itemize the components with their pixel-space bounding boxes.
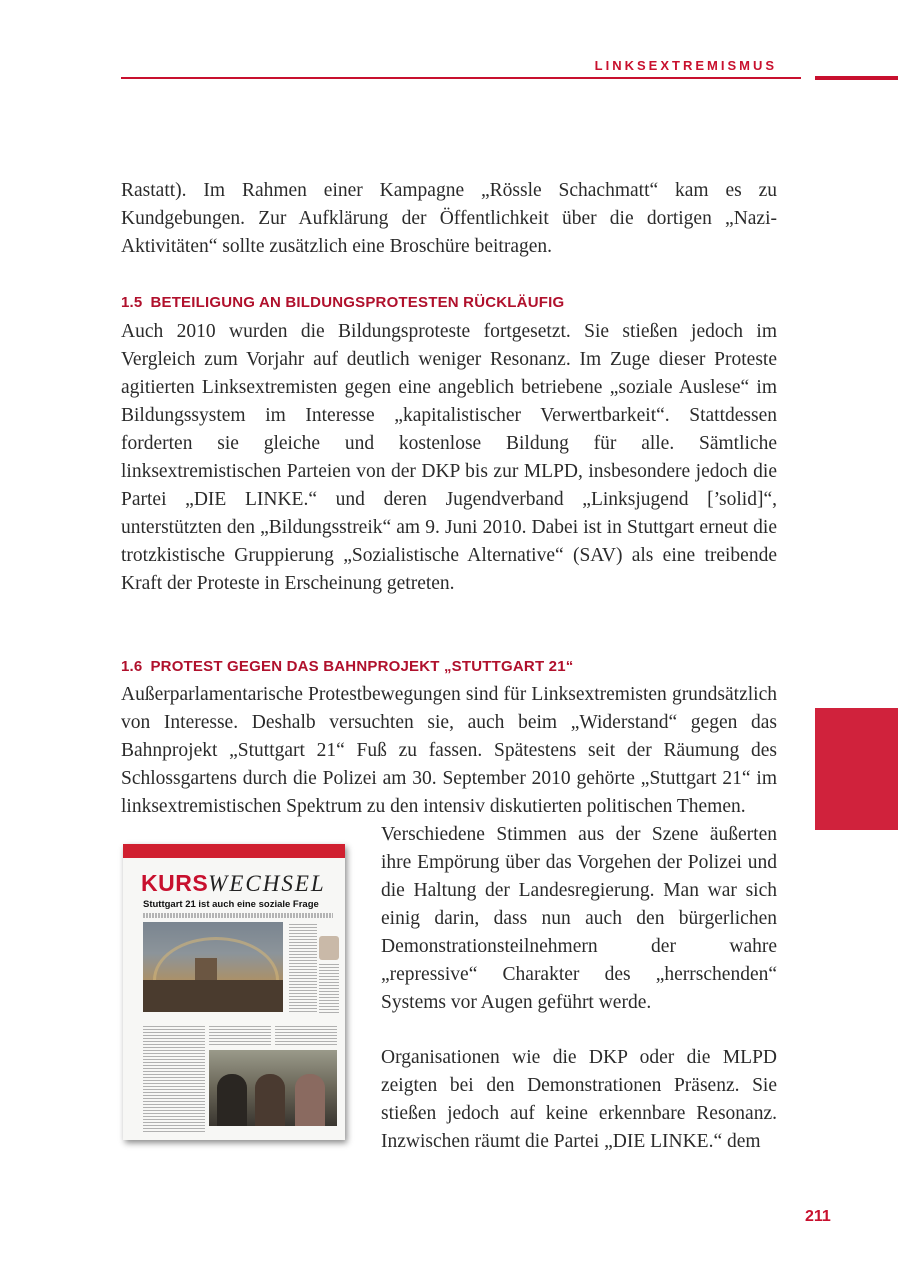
magazine-cover-image [123, 844, 345, 1140]
magazine-text-column [275, 1026, 337, 1046]
page-number: 211 [805, 1208, 831, 1225]
magazine-masthead [141, 870, 326, 897]
magazine-portrait [319, 936, 339, 960]
tower-shape [195, 958, 217, 982]
section-number: 1.6 [121, 658, 143, 675]
person-shape [255, 1074, 285, 1126]
magazine-photo-people [209, 1050, 337, 1126]
magazine-headline: Stuttgart 21 ist auch eine soziale Frage [143, 899, 319, 910]
header-rule [121, 77, 801, 79]
person-shape [295, 1074, 325, 1126]
masthead-part-2: WECHSEL [208, 871, 326, 896]
header-rule-accent [815, 76, 898, 80]
magazine-text-column [143, 1026, 205, 1134]
section-1-6-body-1: Außerparlamentarische Protestbewegungen sind für Linksextremisten grundsätzlich von Interesse. Deshalb versuchten sie, auch beim „Widerstand“ gegen das Bahnprojekt „Stuttgart 21“ Fuß zu fassen. Spätestens seit der Räumung des Schlossgartens durch die Polizei am 30. September 2010 gehörte „Stuttgart 21“ im linksextremistischen Spektrum zu den intensiv diskutierten politischen Themen. [121, 684, 777, 817]
section-1-5-body: Auch 2010 wurden die Bildungsproteste fortgesetzt. Sie stießen jedoch im Vergleich zum Vorjahr auf deutlich weniger Resonanz. Im Zuge dieser Proteste agitierten Linksextremisten gegen eine angeblich betriebene „soziale Auslese“ im Bildungssystem im Interesse „kapitalistischer Verwertbarkeit“. Stattdessen forderten sie gleiche und kostenlose Bildung für alle. Sämtliche linksextremistischen Parteien von der DKP bis zur MLPD, insbesondere jedoch die Partei „DIE LINKE.“ und deren Jugendverband „Linksjugend [’solid]“, unterstützten den „Bildungsstreik“ am 9. Juni 2010. Dabei ist in Stuttgart erneut die trotzkistische Gruppierung „Sozialistische Alternative“ (SAV) als eine treibende Kraft der Proteste in Erscheinung getreten. [121, 321, 777, 594]
section-title: PROTEST GEGEN DAS BAHNPROJEKT „STUTTGART 21“ [150, 658, 574, 675]
running-header: LINKSEXTREMISMUS [594, 58, 777, 73]
chapter-tab [815, 708, 898, 830]
section-heading-1-5 [121, 294, 564, 311]
building-shape [143, 980, 283, 1012]
section-number: 1.5 [121, 294, 143, 311]
magazine-text-column [319, 964, 339, 1014]
section-title: BETEILIGUNG AN BILDUNGSPROTESTEN RÜCKLÄUFIG [150, 294, 565, 311]
section-heading-1-6 [121, 658, 573, 675]
magazine-photo-rainbow [143, 922, 283, 1012]
magazine-text-column [209, 1026, 271, 1046]
magazine-subline [143, 913, 333, 918]
person-shape [217, 1074, 247, 1126]
masthead-part-1: KURS [141, 870, 209, 896]
magazine-text-column [289, 924, 317, 1014]
magazine-top-bar [123, 844, 345, 858]
paragraph-intro: Rastatt). Im Rahmen einer Kampagne „Rössle Schachmatt“ kam es zu Kundgebungen. Zur Aufklärung der Öffentlichkeit über die dortigen „Nazi-Aktivitäten“ sollte zusätzlich eine Broschüre beitragen. [121, 180, 777, 257]
section-1-6-body-2: Verschiedene Stimmen aus der Szene äußerten ihre Empörung über das Vorgehen der Polizei und die Haltung der Landesregierung. Man war sich einig darin, dass nun auch den bürgerlichen Demonstrationsteilnehmern der wahre „repressive“ Charakter des „herrschenden“ Systems vor Augen geführt werde. [381, 824, 777, 1013]
section-1-6-body-3: Organisationen wie die DKP oder die MLPD zeigten bei den Demonstrationen Präsenz. Sie stießen jedoch auf keine erkennbare Resonanz. Inzwischen räumt die Partei „DIE LINKE.“ dem [381, 1047, 777, 1152]
